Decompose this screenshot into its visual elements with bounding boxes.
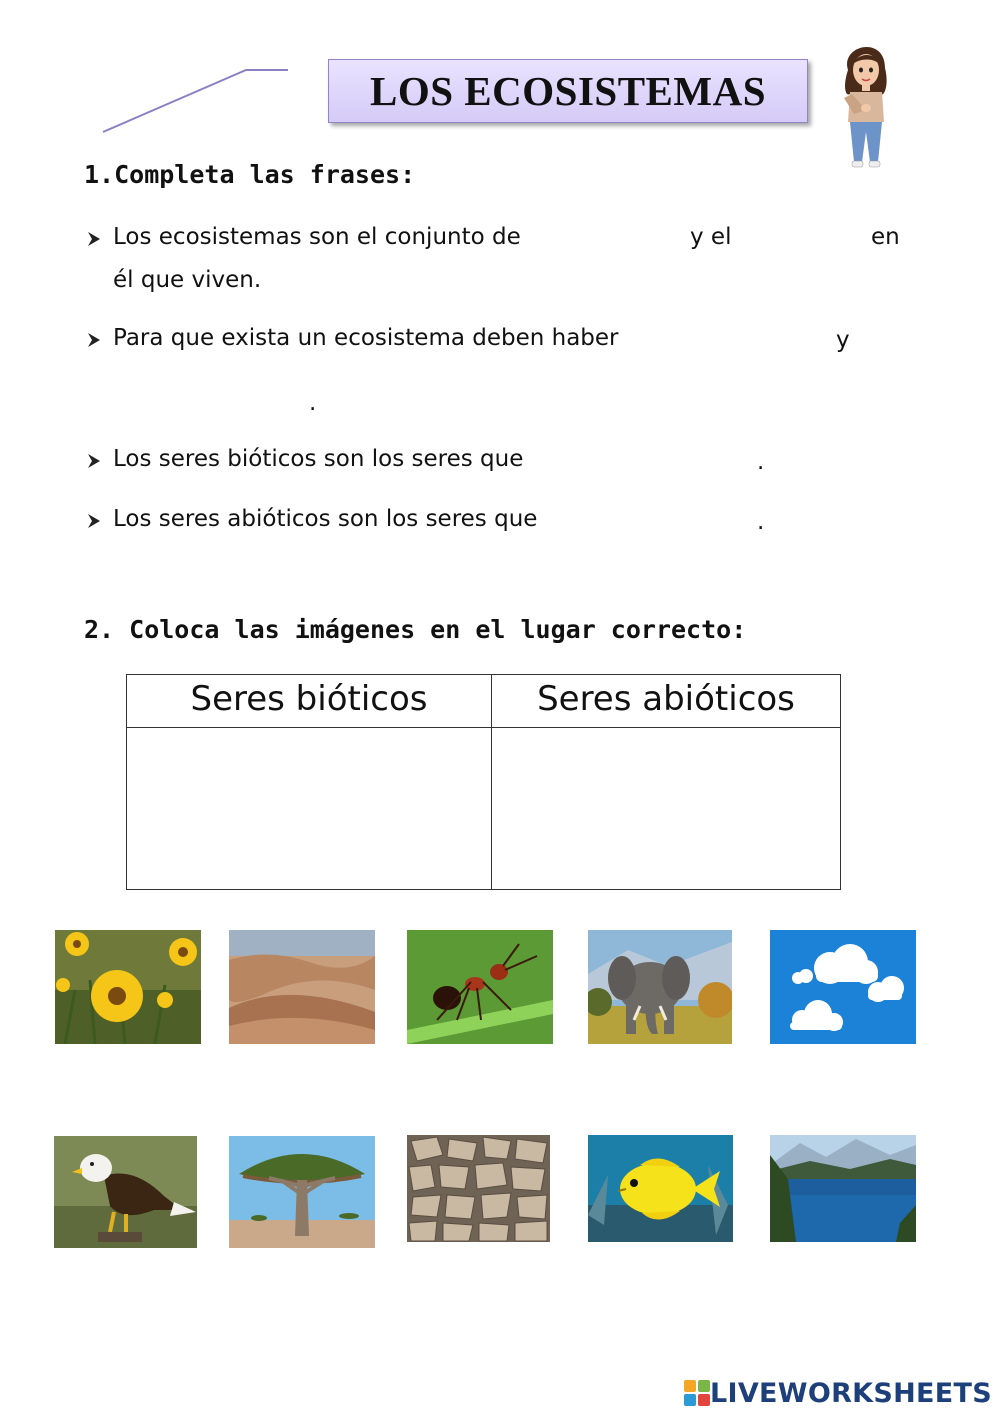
bullet-arrow-icon — [86, 452, 102, 470]
sentence3-part1: Los seres bióticos son los seres que — [113, 446, 524, 472]
eagle-image[interactable] — [54, 1136, 197, 1248]
liveworksheets-logo-icon — [684, 1380, 710, 1406]
sentence1-part4: él que viven. — [113, 267, 262, 293]
sunflowers-image[interactable] — [55, 930, 201, 1044]
drop-zone-abiotic[interactable] — [492, 728, 840, 890]
elephant-icon — [588, 930, 732, 1044]
ant-icon — [407, 930, 553, 1044]
bullet-arrow-icon — [86, 512, 102, 530]
bullet-arrow-icon — [86, 230, 102, 248]
classification-table — [126, 674, 841, 890]
column-header-biotic: Seres bióticos — [190, 679, 428, 719]
sentence2-part1: Para que exista un ecosistema deben haber — [113, 325, 619, 351]
section2-heading: 2. Coloca las imágenes en el lugar correcto: — [84, 615, 747, 644]
sentence1-part1: Los ecosistemas son el conjunto de — [113, 224, 521, 250]
sentence4-part2: . — [757, 509, 765, 535]
dragon-tree-icon — [229, 1136, 375, 1248]
decorative-line — [100, 66, 295, 138]
page-title: LOS ECOSISTEMAS — [370, 68, 766, 114]
sentence4-part1: Los seres abióticos son los seres que — [113, 506, 538, 532]
rocks-image[interactable] — [407, 1135, 550, 1242]
sentence3-part2: . — [757, 449, 765, 475]
teacher-avatar-icon — [830, 40, 900, 175]
section1-heading: 1.Completa las frases: — [84, 160, 416, 189]
drop-zone-biotic[interactable] — [127, 728, 491, 890]
rocks-icon — [407, 1135, 550, 1242]
ant-image[interactable] — [407, 930, 553, 1044]
lake-icon — [770, 1135, 916, 1242]
desert-image[interactable] — [229, 930, 375, 1044]
sunflowers-icon — [55, 930, 201, 1044]
fish-image[interactable] — [588, 1135, 733, 1242]
clouds-icon — [770, 930, 916, 1044]
column-header-abiotic: Seres abióticos — [537, 679, 795, 719]
sentence1-part2: y el — [690, 224, 732, 250]
brand-footer — [684, 1376, 992, 1410]
bullet-arrow-icon — [86, 331, 102, 349]
elephant-image[interactable] — [588, 930, 732, 1044]
sentence1-part3: en — [871, 224, 900, 250]
sentence2-part3: . — [309, 390, 317, 416]
clouds-image[interactable] — [770, 930, 916, 1044]
desert-dunes-icon — [229, 930, 375, 1044]
sentence2-part2: y — [836, 327, 850, 353]
brand-name: LIVEWORKSHEETS — [709, 1377, 992, 1409]
dragon-tree-image[interactable] — [229, 1136, 375, 1248]
yellow-fish-icon — [588, 1135, 733, 1242]
title-banner — [328, 59, 808, 123]
eagle-icon — [54, 1136, 197, 1248]
lake-image[interactable] — [770, 1135, 916, 1242]
